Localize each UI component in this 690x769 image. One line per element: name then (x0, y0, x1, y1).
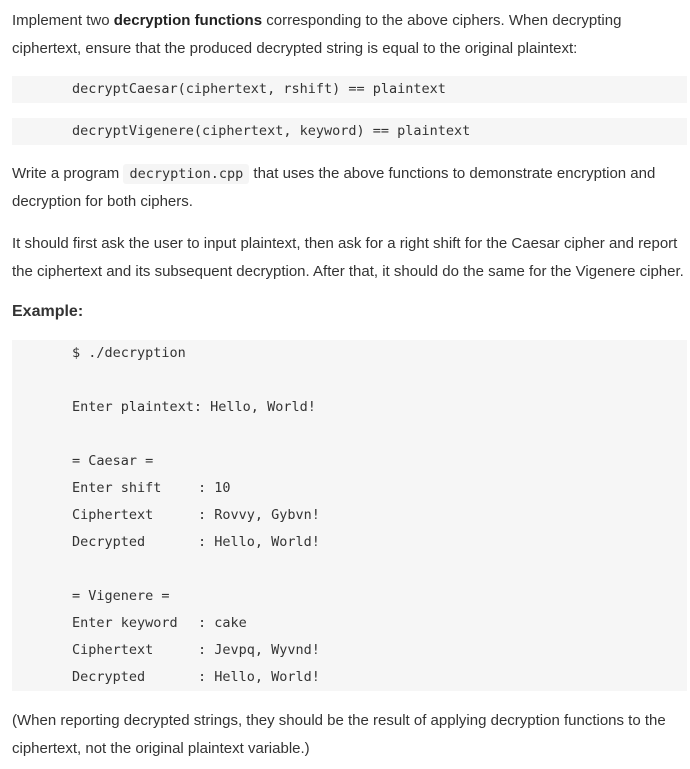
vigenere-keyword-label: Enter keyword (72, 615, 178, 631)
decrypt-caesar-code: decryptCaesar(ciphertext, rshift) == plaintext (72, 81, 446, 97)
example-plaintext-prompt: Enter plaintext: Hello, World! (72, 399, 316, 415)
vigenere-keyword-value: : cake (198, 615, 247, 631)
caesar-shift-value: : 10 (198, 480, 231, 496)
caesar-ciphertext-value: : Rovvy, Gybvn! (198, 507, 320, 523)
decrypt-vigenere-signature (12, 118, 687, 145)
program-filename: decryption.cpp (123, 164, 249, 184)
vigenere-ciphertext-value: : Jevpq, Wyvnd! (198, 642, 320, 658)
intro-text-after: corresponding to the above ciphers. When decrypting ciphertext, ensure that the produced decrypted string is equal to the original plaintext: (12, 12, 622, 57)
caesar-shift-label: Enter shift (72, 480, 162, 496)
program-paragraph (12, 160, 688, 216)
caesar-decrypted-label: Decrypted (72, 534, 146, 550)
intro-text-before: Implement two (12, 12, 114, 29)
vigenere-header: = Vigenere = (72, 588, 170, 604)
decrypt-vigenere-code: decryptVigenere(ciphertext, keyword) == plaintext (72, 123, 471, 139)
example-code-block (12, 340, 687, 691)
vigenere-ciphertext-label: Ciphertext (72, 642, 154, 658)
example-heading: Example: (12, 303, 84, 320)
caesar-ciphertext-label: Ciphertext (72, 507, 154, 523)
intro-bold-term: decryption functions (113, 12, 263, 29)
decrypt-caesar-signature (12, 76, 687, 103)
caesar-decrypted-value: : Hello, World! (198, 534, 320, 550)
vigenere-decrypted-label: Decrypted (72, 669, 146, 685)
program-text-before: Write a program (12, 165, 124, 182)
example-command: $ ./decryption (72, 345, 186, 361)
instructions-paragraph: It should first ask the user to input plaintext, then ask for a right shift for the Caesar cipher and report the ciphertext and its subsequent decryption. After that, it should do the same for the Vigenere cipher. (12, 235, 684, 280)
caesar-header: = Caesar = (72, 453, 154, 469)
note-paragraph: (When reporting decrypted strings, they should be the result of applying decryption functions to the ciphertext, not the original plaintext variable.) (12, 712, 666, 757)
program-text-after: that uses the above functions to demonstrate encryption and decryption for both ciphers. (12, 165, 656, 210)
vigenere-decrypted-value: : Hello, World! (198, 669, 320, 685)
intro-paragraph (12, 7, 688, 63)
